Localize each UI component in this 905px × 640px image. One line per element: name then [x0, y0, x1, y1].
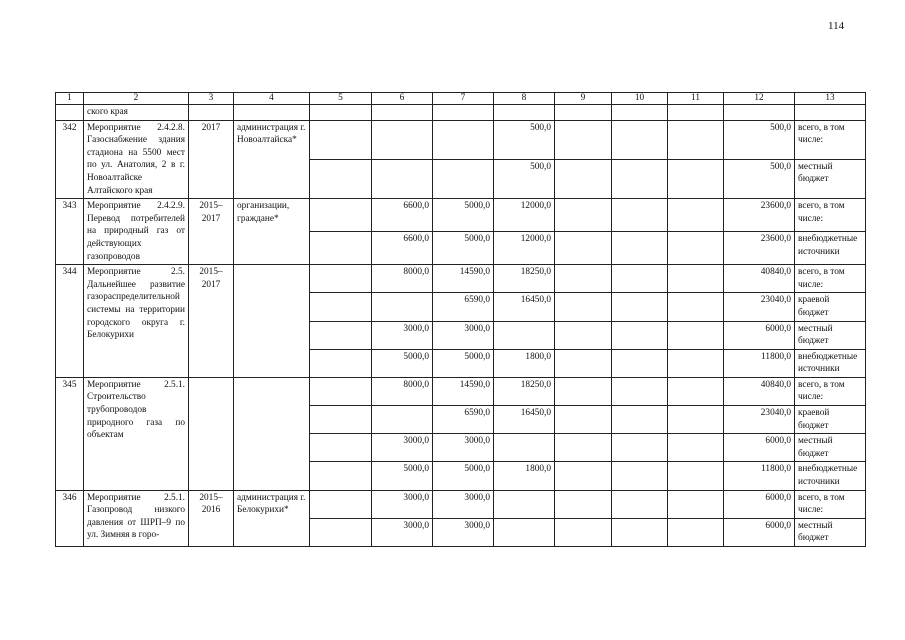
cell-col11: [668, 518, 724, 546]
executor: организации, граждане*: [234, 199, 310, 265]
cell-total: 6000,0: [724, 434, 795, 462]
cell-col11: [668, 120, 724, 159]
cell-2015: 8000,0: [372, 377, 433, 405]
cell-total: 23600,0: [724, 232, 795, 265]
cell-2015: 3000,0: [372, 490, 433, 518]
cell-2017: 500,0: [494, 159, 555, 198]
cell-col5: [310, 462, 372, 490]
cell-2017: [494, 434, 555, 462]
cell-source: местный бюджет: [795, 159, 866, 198]
header-cell: 7: [433, 93, 494, 105]
page-number: 114: [828, 20, 845, 32]
cell-2016: 5000,0: [433, 232, 494, 265]
cell-col9: [555, 406, 612, 434]
budget-table: [55, 92, 866, 547]
cell-2015: [372, 293, 433, 321]
cell-2016: 3000,0: [433, 321, 494, 349]
cell-source: местный бюджет: [795, 434, 866, 462]
cell-source: внебюджетные источники: [795, 232, 866, 265]
cell-col9: [555, 434, 612, 462]
cell-col9: [555, 377, 612, 405]
row-number: 345: [56, 377, 84, 490]
cell-source: всего, в том числе:: [795, 199, 866, 232]
cell-2016: 5000,0: [433, 462, 494, 490]
cell-2015: 6600,0: [372, 199, 433, 232]
cell-col10: [612, 159, 668, 198]
cell-2016: 14590,0: [433, 265, 494, 293]
cell-empty: [234, 105, 310, 121]
years: 2015–2017: [189, 199, 234, 265]
cell-col5: [310, 265, 372, 293]
cell-col11: [668, 490, 724, 518]
cell-2017: 1800,0: [494, 462, 555, 490]
cell-col11: [668, 349, 724, 377]
cell-col10: [612, 462, 668, 490]
cell-total: 11800,0: [724, 349, 795, 377]
cell-col10: [612, 232, 668, 265]
cell-col11: [668, 321, 724, 349]
cell-empty: [189, 105, 234, 121]
cell-col9: [555, 462, 612, 490]
header-cell: 2: [84, 93, 189, 105]
cell-col10: [612, 518, 668, 546]
cell-col5: [310, 406, 372, 434]
header-cell: 13: [795, 93, 866, 105]
cell-2016: [433, 159, 494, 198]
cell-source: всего, в том числе:: [795, 120, 866, 159]
cell-col11: [668, 293, 724, 321]
header-cell: 11: [668, 93, 724, 105]
cell-2017: 12000,0: [494, 232, 555, 265]
years: 2017: [189, 120, 234, 199]
cell-source: всего, в том числе:: [795, 265, 866, 293]
cell-col10: [612, 265, 668, 293]
measure-description: Мероприятие 2.4.2.9. Перевод потребителей на природный газ от действующих газопроводов: [84, 199, 189, 265]
cell-2015: 3000,0: [372, 518, 433, 546]
header-cell: 12: [724, 93, 795, 105]
cell-empty: [433, 105, 494, 121]
executor: [234, 377, 310, 490]
table-row: [56, 120, 866, 159]
table-row: [56, 377, 866, 405]
cell-source: местный бюджет: [795, 518, 866, 546]
row-number: 346: [56, 490, 84, 546]
cell-2015: 5000,0: [372, 349, 433, 377]
cell-col10: [612, 406, 668, 434]
header-cell: 10: [612, 93, 668, 105]
cell-col5: [310, 434, 372, 462]
cell-col5: [310, 377, 372, 405]
cell-source: местный бюджет: [795, 321, 866, 349]
header-row: [56, 93, 866, 105]
cell-total: 6000,0: [724, 321, 795, 349]
cell-2016: 3000,0: [433, 518, 494, 546]
header-cell: 4: [234, 93, 310, 105]
cell-empty: [494, 105, 555, 121]
measure-description: Мероприятие 2.5. Дальнейшее развитие газораспределительной системы на территории городского округа г. Белокурихи: [84, 265, 189, 378]
cell-empty: [372, 105, 433, 121]
cell-2016: 5000,0: [433, 199, 494, 232]
cell-2017: 500,0: [494, 120, 555, 159]
cell-col9: [555, 159, 612, 198]
cell-col5: [310, 199, 372, 232]
cell-2017: 16450,0: [494, 406, 555, 434]
cell-col10: [612, 377, 668, 405]
cell-col11: [668, 406, 724, 434]
cell-empty: [668, 105, 724, 121]
cell-2017: [494, 518, 555, 546]
cell-col11: [668, 265, 724, 293]
cell-col11: [668, 232, 724, 265]
cell-col5: [310, 159, 372, 198]
cell-2015: 3000,0: [372, 321, 433, 349]
cell-col10: [612, 349, 668, 377]
years: 2015–2016: [189, 490, 234, 546]
cell-col9: [555, 321, 612, 349]
cell-col5: [310, 120, 372, 159]
row-number: 342: [56, 120, 84, 199]
header-cell: 8: [494, 93, 555, 105]
cell-2015: [372, 406, 433, 434]
row-number: 344: [56, 265, 84, 378]
header-cell: 3: [189, 93, 234, 105]
cell-col9: [555, 232, 612, 265]
header-cell: 9: [555, 93, 612, 105]
cell-2016: 3000,0: [433, 434, 494, 462]
cell-total: 500,0: [724, 159, 795, 198]
cell-col11: [668, 434, 724, 462]
cell-empty: [612, 105, 668, 121]
cell-col10: [612, 490, 668, 518]
cell-col10: [612, 321, 668, 349]
cell-total: 23040,0: [724, 293, 795, 321]
executor: администрация г. Белокурихи*: [234, 490, 310, 546]
cell-2017: 18250,0: [494, 377, 555, 405]
cell-2015: 3000,0: [372, 434, 433, 462]
row-number: 343: [56, 199, 84, 265]
cell-total: 11800,0: [724, 462, 795, 490]
continuation-text: ского края: [84, 105, 189, 121]
years: 2015–2017: [189, 265, 234, 378]
cell-col5: [310, 293, 372, 321]
table-row: [56, 199, 866, 232]
cell-total: 6000,0: [724, 518, 795, 546]
cell-empty: [795, 105, 866, 121]
cell-2016: 3000,0: [433, 490, 494, 518]
cell-col11: [668, 377, 724, 405]
cell-col11: [668, 462, 724, 490]
cell-col10: [612, 434, 668, 462]
cell-2016: 14590,0: [433, 377, 494, 405]
cell-col9: [555, 349, 612, 377]
cell-source: всего, в том числе:: [795, 377, 866, 405]
table-row: [56, 490, 866, 518]
cell-col5: [310, 321, 372, 349]
cell-empty: [56, 105, 84, 121]
cell-total: 40840,0: [724, 265, 795, 293]
measure-description: Мероприятие 2.5.1. Строительство трубопроводов природного газа по объектам: [84, 377, 189, 490]
cell-2017: 18250,0: [494, 265, 555, 293]
cell-col5: [310, 518, 372, 546]
cell-2016: [433, 120, 494, 159]
cell-total: 40840,0: [724, 377, 795, 405]
cell-col9: [555, 265, 612, 293]
cell-2017: [494, 490, 555, 518]
executor: [234, 265, 310, 378]
cell-source: внебюджетные источники: [795, 462, 866, 490]
continuation-row: [56, 105, 866, 121]
table-row: [56, 265, 866, 293]
cell-col5: [310, 490, 372, 518]
cell-col5: [310, 232, 372, 265]
cell-col10: [612, 199, 668, 232]
cell-col9: [555, 293, 612, 321]
cell-source: внебюджетные источники: [795, 349, 866, 377]
cell-2016: 5000,0: [433, 349, 494, 377]
cell-col5: [310, 349, 372, 377]
cell-2015: 5000,0: [372, 462, 433, 490]
header-cell: 1: [56, 93, 84, 105]
cell-col10: [612, 120, 668, 159]
cell-col9: [555, 490, 612, 518]
cell-total: 500,0: [724, 120, 795, 159]
cell-source: всего, в том числе:: [795, 490, 866, 518]
measure-description: Мероприятие 2.4.2.8. Газоснабжение здания стадиона на 5500 мест по ул. Анатолия, 2 в г. Новоалтайске Алтайского края: [84, 120, 189, 199]
cell-2017: 1800,0: [494, 349, 555, 377]
cell-col9: [555, 120, 612, 159]
header-cell: 5: [310, 93, 372, 105]
cell-total: 6000,0: [724, 490, 795, 518]
cell-col11: [668, 159, 724, 198]
cell-source: краевой бюджет: [795, 293, 866, 321]
cell-col11: [668, 199, 724, 232]
cell-2015: [372, 159, 433, 198]
cell-2017: [494, 321, 555, 349]
cell-2016: 6590,0: [433, 406, 494, 434]
cell-col9: [555, 518, 612, 546]
years: [189, 377, 234, 490]
cell-total: 23040,0: [724, 406, 795, 434]
cell-col10: [612, 293, 668, 321]
cell-2015: 8000,0: [372, 265, 433, 293]
cell-2017: 12000,0: [494, 199, 555, 232]
measure-description: Мероприятие 2.5.1. Газопровод низкого давления от ШРП–9 по ул. Зимняя в горо-: [84, 490, 189, 546]
cell-empty: [310, 105, 372, 121]
cell-2015: 6600,0: [372, 232, 433, 265]
cell-2015: [372, 120, 433, 159]
cell-total: 23600,0: [724, 199, 795, 232]
cell-empty: [555, 105, 612, 121]
cell-2016: 6590,0: [433, 293, 494, 321]
cell-col9: [555, 199, 612, 232]
cell-source: краевой бюджет: [795, 406, 866, 434]
header-cell: 6: [372, 93, 433, 105]
cell-empty: [724, 105, 795, 121]
executor: администрация г. Новоалтайска*: [234, 120, 310, 199]
cell-2017: 16450,0: [494, 293, 555, 321]
